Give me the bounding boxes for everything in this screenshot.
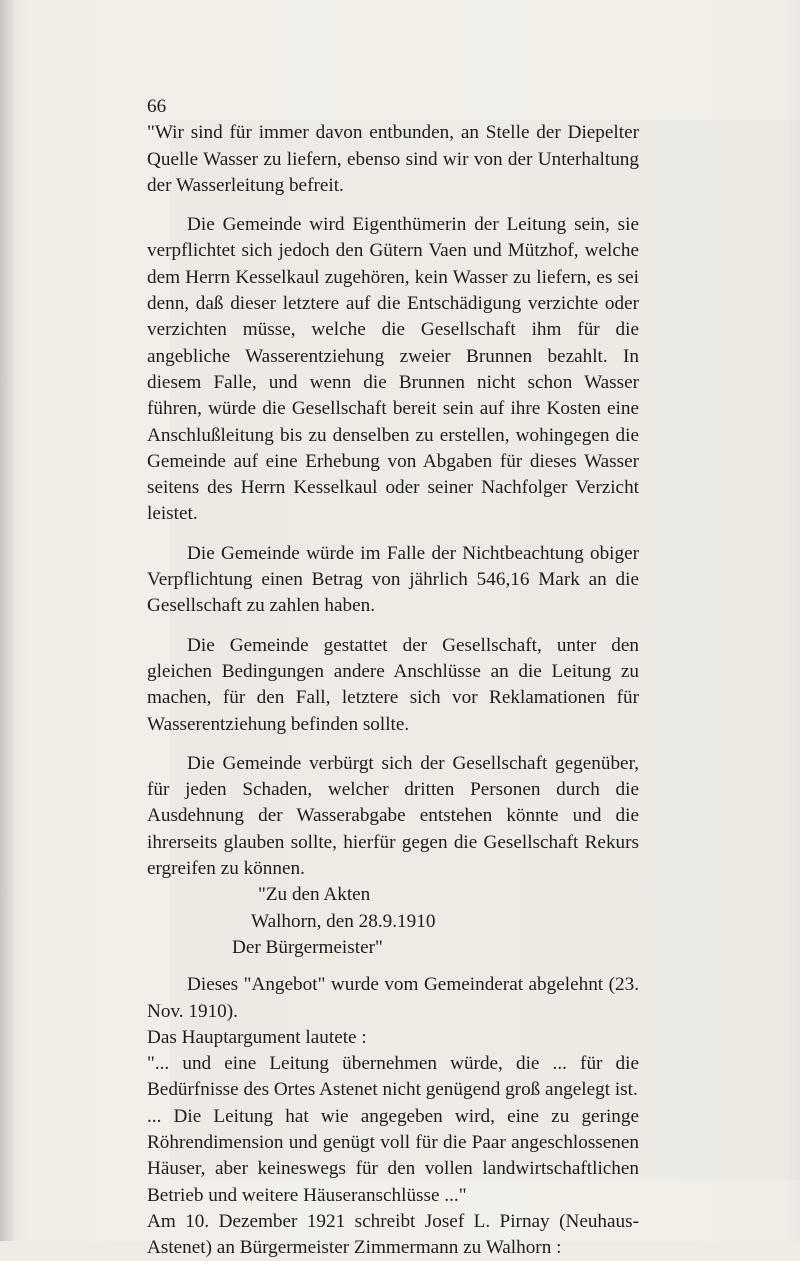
paragraph-5: Die Gemeinde verbürgt sich der Gesellschaft gegenüber, für jeden Schaden, welcher dritten Personen durch die Ausdehnung der Wasserabgabe entstehen könnte und die ihrerseits glauben sollte, hierfür gegen die Gesellschaft Rekurs ergreifen zu können. [147, 752, 639, 880]
paragraph-4: Die Gemeinde gestattet der Gesellschaft, unter den gleichen Bedingungen andere Anschlüsse an die Leitung zu machen, für den Fall, letztere sich vor Reklamationen für Wasserentziehung befinden sollte. [147, 634, 639, 735]
paragraph-3: Die Gemeinde würde im Falle der Nichtbeachtung obiger Verpflichtung einen Betrag von jährlich 546,16 Mark an die Gesellschaft zu zahlen haben. [147, 542, 639, 617]
signature-line-2: Walhorn, den 28.9.1910 [251, 910, 436, 932]
signature-block [147, 882, 639, 961]
paragraph-8: Am 10. Dezember 1921 schreibt Josef L. Pirnay (Neuhaus-Astenet) an Bürgermeister Zimmermann zu Walhorn : [147, 1210, 639, 1259]
quote-2: ... Die Leitung hat wie angegeben wird, eine zu geringe Röhrendimension und genügt voll für die Paar angeschlossenen Häuser, aber keineswegs für den vollen landwirtschaftlichen Betrieb und weitere Häuseranschlüsse ..." [147, 1105, 639, 1206]
paragraph-7: Das Hauptargument lautete : [147, 1026, 367, 1048]
quote-1: "... und eine Leitung übernehmen würde, die ... für die Bedürfnisse des Ortes Astenet nicht genügend groß angelegt ist. [147, 1053, 639, 1101]
signature-line-1: "Zu den Akten [258, 884, 371, 906]
signature-line-3: Der Bürgermeister" [232, 936, 383, 958]
book-spine-shadow [0, 0, 14, 1241]
page-text-block [147, 94, 639, 1261]
page-number: 66 [147, 96, 167, 117]
paragraph-1: "Wir sind für immer davon entbunden, an Stelle der Diepelter Quelle Wasser zu liefern, ebenso sind wir von der Unterhaltung der Wasserleitung befreit. [147, 122, 639, 196]
paragraph-2: Die Gemeinde wird Eigenthümerin der Leitung sein, sie verpflichtet sich jedoch den Gütern Vaen und Mützhof, welche dem Herrn Kesselkaul zugehören, kein Wasser zu liefern, es sei denn, daß dieser letztere auf die Entschädigung verzichte oder verzichten müsse, welche die Gesellschaft ihm für die angebliche Wasserentziehung zweier Brunnen bezahlt. In diesem Falle, und wenn die Brunnen nicht schon Wasser führen, würde die Gesellschaft bereit sein auf ihre Kosten eine Anschlußleitung bis zu denselben zu erstellen, wohingegen die Gemeinde auf eine Erhebung von Abgaben für dieses Wasser seitens des Herrn Kesselkaul oder seiner Nachfolger Verzicht leistet. [147, 214, 639, 525]
paragraph-6: Dieses "Angebot" wurde vom Gemeinderat abgelehnt (23. Nov. 1910). [147, 974, 639, 1022]
